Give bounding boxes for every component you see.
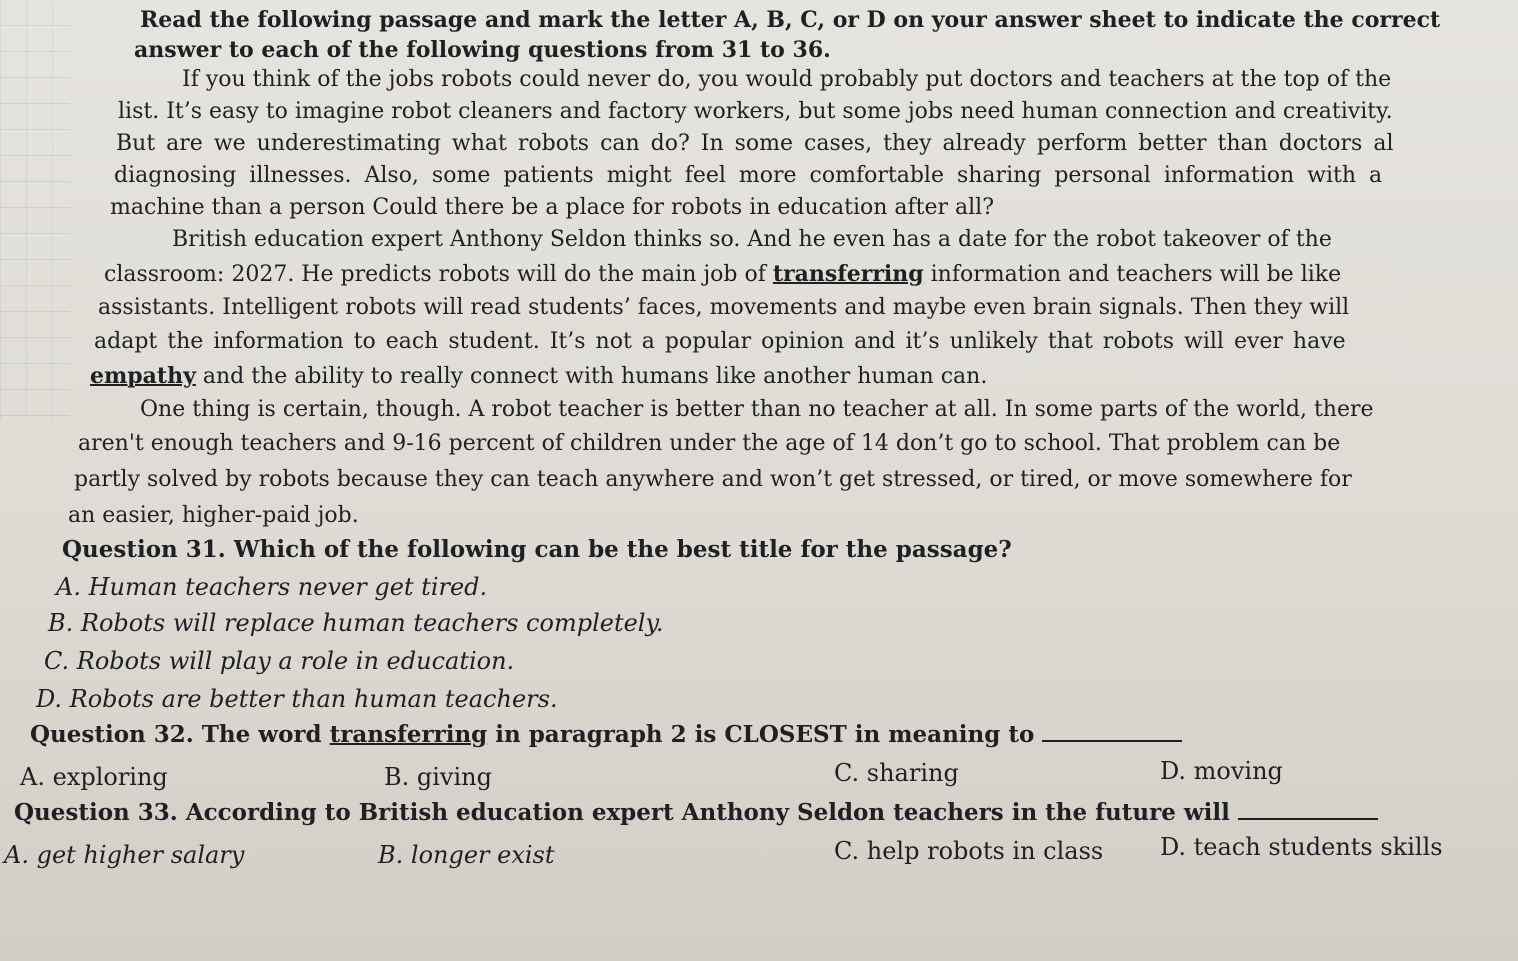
question-33-option-b[interactable]: B. longer exist	[378, 841, 555, 869]
passage-p1-line: list. It’s easy to imagine robot cleaners and factory workers, but some jobs need human connection and creativity.	[118, 99, 1393, 124]
passage-p2-text: information and teachers will be like	[923, 262, 1342, 287]
question-31-option-d[interactable]: D. Robots are better than human teachers.	[36, 685, 558, 713]
question-33-option-d[interactable]: D. teach students skills	[1160, 833, 1443, 861]
question-32-text: Question 32. The word	[30, 721, 330, 748]
question-33-option-a[interactable]: A. get higher salary	[4, 841, 245, 869]
passage-p3-line: partly solved by robots because they can teach anywhere and won’t get stressed, or tired, or move somewhere for	[74, 467, 1352, 492]
question-31-option-c[interactable]: C. Robots will play a role in education.	[44, 647, 515, 675]
question-32-text: in paragraph 2 is CLOSEST in meaning to	[487, 721, 1035, 748]
underlined-word-empathy: empathy	[90, 363, 196, 389]
instructions-line-2: answer to each of the following questions from 31 to 36.	[134, 37, 831, 63]
passage-p2-line	[90, 362, 987, 391]
question-31-option-a[interactable]: A. Human teachers never get tired.	[56, 573, 488, 601]
question-32-option-a[interactable]: A. exploring	[20, 763, 168, 791]
passage-p3-line: One thing is certain, though. A robot teacher is better than no teacher at all. In some parts of the world, there	[140, 397, 1374, 422]
passage-p2-text: and the ability to really connect with humans like another human can.	[195, 364, 988, 389]
underlined-word-transferring: transferring	[329, 721, 488, 748]
instructions-line-1: Read the following passage and mark the letter A, B, C, or D on your answer sheet to indicate the correct	[140, 7, 1441, 33]
question-33-text: Question 33. According to British education expert Anthony Seldon teachers in the future will	[14, 799, 1230, 826]
passage-p2-line: adapt the information to each student. It’s not a popular opinion and it’s unlikely that robots will ever have	[94, 329, 1346, 354]
passage-p3-line: aren't enough teachers and 9-16 percent of children under the age of 14 don’t go to school. That problem can be	[78, 431, 1341, 456]
question-33-stem	[14, 798, 1378, 827]
passage-p2-line: assistants. Intelligent robots will read students’ faces, movements and maybe even brain signals. Then they will	[98, 295, 1350, 320]
question-33-option-c[interactable]: C. help robots in class	[834, 837, 1104, 865]
question-31-option-b[interactable]: B. Robots will replace human teachers completely.	[48, 609, 664, 637]
question-31-stem: Question 31. Which of the following can be the best title for the passage?	[62, 536, 1012, 563]
passage-p1-line: If you think of the jobs robots could never do, you would probably put doctors and teachers at the top of the	[182, 67, 1392, 92]
passage-p2-text: classroom: 2027. He predicts robots will do the main job of	[104, 262, 773, 287]
question-32-option-c[interactable]: C. sharing	[834, 759, 959, 787]
underlined-word-transferring: transferring	[772, 261, 924, 287]
question-32-option-b[interactable]: B. giving	[384, 763, 492, 791]
question-32-stem	[30, 720, 1182, 749]
passage-p1-line: machine than a person Could there be a place for robots in education after all?	[110, 195, 995, 220]
passage-p2-line: British education expert Anthony Seldon thinks so. And he even has a date for the robot takeover of the	[172, 227, 1332, 252]
passage-p3-line: an easier, higher-paid job.	[68, 503, 359, 528]
passage-p1-line: diagnosing illnesses. Also, some patients might feel more comfortable sharing personal information with a	[114, 163, 1383, 188]
answer-blank	[1042, 720, 1182, 742]
grid-paper-edge	[0, 0, 70, 420]
passage-p1-line: But are we underestimating what robots can do? In some cases, they already perform better than doctors al	[116, 131, 1394, 156]
passage-p2-line	[104, 260, 1341, 289]
question-32-option-d[interactable]: D. moving	[1160, 757, 1283, 785]
answer-blank	[1238, 798, 1378, 820]
